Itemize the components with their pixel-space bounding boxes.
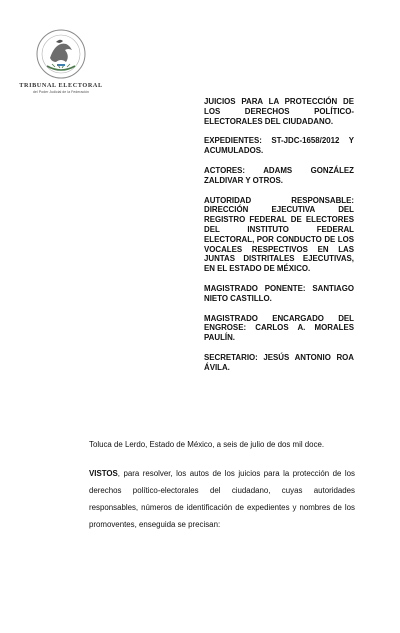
institution-name: TRIBUNAL ELECTORAL — [19, 82, 103, 89]
vistos-text: , para resolver, los autos de los juicios para la protección de los derechos político-electorales del ciudadano, cuyas autoridades responsables, números de identificación de expedientes y nombres de los promoventes, enseguida se precisan: — [89, 469, 355, 529]
case-header — [204, 97, 354, 373]
case-actors: ACTORES: ADAMS GONZÁLEZ ZALDIVAR Y OTROS. — [204, 165, 354, 185]
document-body — [89, 436, 355, 545]
case-files: EXPEDIENTES: ST-JDC-1658/2012 Y ACUMULADOS. — [204, 136, 354, 156]
vistos-paragraph — [89, 465, 355, 533]
reporting-magistrate: MAGISTRADO PONENTE: SANTIAGO NIETO CASTILLO. — [204, 283, 354, 303]
engrose-magistrate: MAGISTRADO ENCARGADO DEL ENGROSE: CARLOS A. MORALES PAULÍN. — [204, 313, 354, 343]
place-and-date: Toluca de Lerdo, Estado de México, a seis de julio de dos mil doce. — [89, 440, 325, 449]
letterhead — [18, 28, 118, 94]
case-secretary: SECRETARIO: JESÚS ANTONIO ROA ÁVILA. — [204, 352, 354, 372]
responsible-authority: AUTORIDAD RESPONSABLE: DIRECCIÓN EJECUTIVA DEL REGISTRO FEDERAL DE ELECTORES DEL INSTITUTO FEDERAL ELECTORAL, POR CONDUCTO DE LOS VOCALES RESPECTIVOS EN LAS JUNTAS DISTRITALES EJECUTIVAS, EN EL ESTADO DE MÉXICO. — [204, 195, 354, 274]
vistos-label: VISTOS — [89, 469, 118, 478]
institution-subtitle: del Poder Judicial de la Federación — [32, 90, 90, 94]
national-seal-icon — [32, 28, 90, 80]
case-type: JUICIOS PARA LA PROTECCIÓN DE LOS DERECHOS POLÍTICO-ELECTORALES DEL CIUDADANO. — [204, 97, 354, 126]
